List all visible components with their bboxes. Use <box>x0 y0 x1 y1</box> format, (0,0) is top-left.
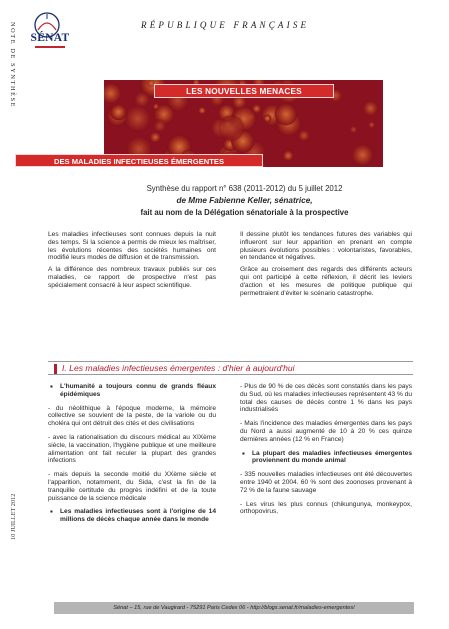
senat-logo <box>30 10 70 52</box>
intro-paragraph: Il dessine plutôt les tendances futures des variables qui influeront sur leur apparition en prenant en compte plusieurs évolutions possibles : volontaristes, favorables, en tendance et négatives. <box>240 231 412 262</box>
synthesis-delegation: fait au nom de la Délégation sénatoriale à la prospective <box>140 208 349 217</box>
body-paragraph: - Les virus les plus connus (chikungunya, monkeypox, orthopovirus, <box>240 500 412 516</box>
bullet-point: ▪ L'humanité a toujours connu de grands fléaux épidémiques <box>48 383 216 399</box>
section-title: I. Les maladies infectieuses émergentes : d'hier à aujourd'hui <box>62 363 295 373</box>
lower-right-column <box>240 383 412 522</box>
body-paragraph: - Mais l'incidence des maladies émergentes dans les pays du Nord a aussi augmenté de 10 à 20 % ces quinze dernières années (12 % en France) <box>240 420 412 443</box>
footer-address: Sénat – 15, rue de Vaugirard - 75291 Paris Cedex 06 - http://blogs.senat.fr/maladies-emergentes/ <box>54 602 414 614</box>
republique-header: RÉPUBLIQUE FRANÇAISE <box>141 20 310 30</box>
section-marker <box>54 364 57 374</box>
intro-paragraph: Les maladies infectieuses sont connues depuis la nuit des temps. Si la science a permis de mieux les maîtriser, les évolutions récentes des sociétés humaines ont modifié leurs modes de diffusion et de transmission. <box>48 231 216 262</box>
body-paragraph: - du néolithique à l'époque moderne, la mémoire collective se souvient de la peste, de la variole ou du choléra qui ont détruit des cités et des civilisations <box>48 404 216 428</box>
intro-paragraph: A la différence des nombreux travaux publiés sur ces maladies, ce rapport de prospective n'est pas spécialement consacré à leur aspect scientifique. <box>48 266 216 289</box>
side-date: 10 JUILLET 2012 <box>10 493 17 540</box>
synthesis-author: de Mme Fabienne Keller, sénatrice, <box>176 196 313 205</box>
banner-title: LES NOUVELLES MENACES <box>154 84 334 98</box>
banner-subtitle: DES MALADIES INFECTIEUSES ÉMERGENTES <box>15 154 263 167</box>
bullet-point: ▪ La plupart des maladies infectieuses émergentes proviennent du monde animal <box>240 450 412 466</box>
synthesis-reference: Synthèse du rapport n° 638 (2011-2012) du 5 juillet 2012 <box>146 184 343 193</box>
body-paragraph: - 335 nouvelles maladies infectieuses ont été découvertes entre 1940 et 2004. 60 % sont des zoonoses provenant à 72 % de la faune sauvage <box>240 471 412 494</box>
intro-paragraph: Grâce au croisement des regards des différents acteurs qui ont participé à cette réflexion, il décrit les leviers d'action et les mesures de politique publique qui permettraient d'éviter le scénario catastrophe. <box>240 266 412 297</box>
body-paragraph: - mais depuis la seconde moitié du XXème siècle et l'apparition, notamment, du Sida, c'est la fin de la tranquille certitude du progrès indéfini et de la toute puissance de la science médicale <box>48 471 216 502</box>
body-paragraph: - Plus de 90 % de ces décès sont constatés dans les pays du Sud, où les maladies infectieuses représentent 43 % du total des causes de décès contre 1 % dans les pays industrialisés <box>240 383 412 414</box>
body-paragraph: - avec la rationalisation du discours médical au XIXème siècle, la vaccination, l'hygiène publique et une meilleure alimentation ont fait reculer la plupart des grandes infections <box>48 433 216 465</box>
logo-rule <box>35 46 65 48</box>
bullet-point: ▪ Les maladies infectieuses sont à l'origine de 14 millions de décès chaque année dans le monde <box>48 508 216 524</box>
logo-text: SÉNAT <box>30 32 70 44</box>
intro-right-column <box>240 231 412 301</box>
lower-left-column <box>48 383 216 530</box>
side-label-note: NOTE DE SYNTHÈSE <box>9 22 16 109</box>
section-heading <box>48 361 413 375</box>
intro-left-column <box>48 231 216 294</box>
